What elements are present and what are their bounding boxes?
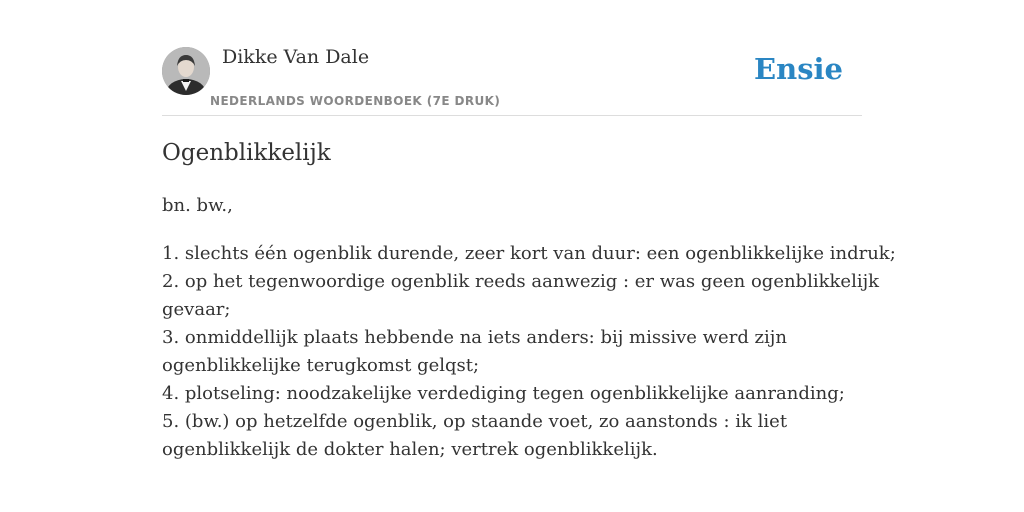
definition-list — [162, 240, 896, 464]
brand-logo[interactable]: Ensie — [754, 52, 843, 86]
grammar-label: bn. bw., — [162, 195, 233, 216]
definition-line: 5. (bw.) op hetzelfde ogenblik, op staande voet, zo aanstonds : ik liet — [162, 411, 788, 432]
definition-line: gevaar; — [162, 299, 231, 320]
portrait-photo-icon — [162, 47, 210, 95]
header — [162, 44, 862, 116]
author-avatar[interactable] — [162, 47, 210, 95]
definition-line: 1. slechts één ogenblik durende, zeer kort van duur: een ogenblikkelijke indruk; — [162, 243, 896, 264]
definition-line: 2. op het tegenwoordige ogenblik reeds aanwezig : er was geen ogenblikkelijk — [162, 271, 880, 292]
definition-line: ogenblikkelijk de dokter halen; vertrek ogenblikkelijk. — [162, 439, 658, 460]
source-label: NEDERLANDS WOORDENBOEK (7E DRUK) — [210, 94, 501, 108]
definition-line: 4. plotseling: noodzakelijke verdediging tegen ogenblikkelijke aanranding; — [162, 383, 845, 404]
entry-title: Ogenblikkelijk — [162, 140, 331, 166]
definition-line: 3. onmiddellijk plaats hebbende na iets anders: bij missive werd zijn — [162, 327, 787, 348]
definition-line: ogenblikkelijke terugkomst gelqst; — [162, 355, 480, 376]
author-name[interactable]: Dikke Van Dale — [222, 46, 370, 68]
